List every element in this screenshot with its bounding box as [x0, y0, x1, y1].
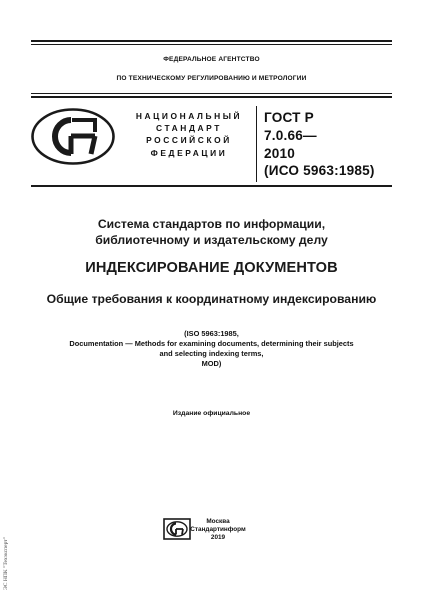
main-title: ИНДЕКСИРОВАНИЕ ДОКУМЕНТОВ: [85, 260, 338, 276]
publisher-name: Стандартинформ: [190, 526, 246, 533]
national-standard-line-1: НАЦИОНАЛЬНЫЙ: [135, 111, 243, 121]
iso-reference-line-3: and selecting indexing terms,: [159, 349, 264, 358]
national-standard-line-2: СТАНДАРТ: [156, 123, 222, 133]
publisher-logo-icon: [163, 518, 191, 540]
national-standard-line-4: ФЕДЕРАЦИИ: [150, 148, 228, 158]
publisher-city: Москва: [206, 518, 230, 525]
standard-block-rule: [31, 185, 392, 187]
edition-label: Издание официальное: [172, 410, 251, 417]
agency-line-1: ФЕДЕРАЛЬНОЕ АГЕНТСТВО: [163, 56, 260, 63]
iso-reference-line-4: MOD): [201, 359, 222, 368]
agency-line-2: ПО ТЕХНИЧЕСКОМУ РЕГУЛИРОВАНИЮ И МЕТРОЛОГИИ: [116, 75, 307, 82]
gost-designation-line-3: 2010: [264, 146, 296, 161]
header-divider: [256, 106, 257, 182]
gost-designation-line-1: ГОСТ Р: [264, 110, 314, 125]
system-title-line-1: Система стандартов по информации,: [97, 217, 326, 231]
subtitle: Общие требования к координатному индексированию: [46, 292, 377, 306]
iso-reference-line-2: Documentation — Methods for examining documents, determining their subjects: [69, 339, 354, 348]
top-rule-thin: [31, 44, 392, 45]
top-rule-thick: [31, 40, 392, 42]
iso-reference-line-1: (ISO 5963:1985,: [184, 329, 239, 338]
publisher-year: 2019: [210, 534, 226, 541]
header-rule-thick: [31, 96, 392, 98]
national-standard-line-3: РОССИЙСКОЙ: [146, 135, 232, 145]
gost-r-logo-icon: [31, 108, 115, 165]
system-title-line-2: библиотечному и издательскому делу: [95, 233, 328, 247]
gost-designation-line-2: 7.0.66—: [264, 128, 317, 143]
gost-designation-line-4: (ИСО 5963:1985): [264, 163, 375, 178]
margin-watermark-note: ЭС НПК "Техэксперт": [3, 536, 9, 590]
header-rule-thin: [31, 93, 392, 94]
